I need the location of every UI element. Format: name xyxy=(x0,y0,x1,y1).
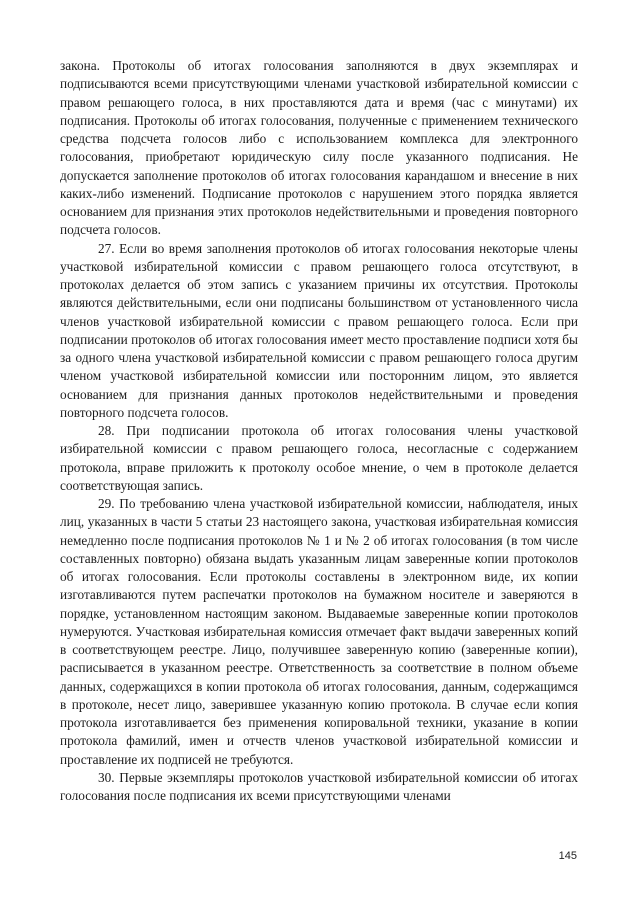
page-number: 145 xyxy=(558,850,577,862)
paragraph-continuation: закона. Протоколы об итогах голосования заполняются в двух экземплярах и подписываются всеми присутствующими членами участковой избирательной комиссии с правом решающего голоса, в них проставляются дата и время (час с минутами) их подписания. Протоколы об итогах голосования, полученные с применением технического средства подсчета голосов либо с использованием комплекса для электронного голосования, приобретают юридическую силу после указанного подписания. Не допускается заполнение протоколов об итогах голосования карандашом и внесение в них каких-либо изменений. Подписание протоколов с нарушением этого порядка является основанием для признания этих протоколов недействительными и проведения повторного подсчета голосов. xyxy=(60,58,578,238)
paragraph-item-30: 30. Первые экземпляры протоколов участковой избирательной комиссии об итогах голосования после подписания их всеми присутствующими членами xyxy=(60,769,578,803)
paragraph-item-27: 27. Если во время заполнения протоколов об итогах голосования некоторые члены участковой избирательной комиссии с правом решающего голоса отсутствуют, в протоколах делается об этом запись с указанием причины их отсутствия. Протоколы являются действительными, если они подписаны большинством от установленного числа членов участковой избирательной комиссии с правом решающего голоса. Если при подписании протоколов об итогах голосования имеет место проставление подписи хотя бы за одного члена участковой избирательной комиссии с правом решающего голоса другим членом участковой избирательной комиссии или посторонним лицом, это является основанием для признания данных протоколов недействительными и проведения повторного подсчета голосов. xyxy=(60,240,578,420)
paragraph-item-29: 29. По требованию члена участковой избирательной комиссии, наблюдателя, иных лиц, указанных в части 5 статьи 23 настоящего закона, участковая избирательная комиссия немедленно после подписания протоколов № 1 и № 2 об итогах голосования (в том числе составленных повторно) обязана выдать указанным лицам заверенные копии протоколов об итогах голосования. Если протоколы составлены в электронном виде, их копии изготавливаются путем распечатки протоколов на бумажном носителе и заверяются в порядке, установленном настоящим законом. Выдаваемые заверенные копии протоколов нумеруются. Участковая избирательная комиссия отмечает факт выдачи заверенных копий в соответствующем реестре. Лицо, получившее заверенную копию (заверенные копии), расписывается в указанном реестре. Ответственность за соответствие в полном объеме данных, содержащихся в копии протокола об итогах голосования, данным, содержащимся в протоколе, несет лицо, заверившее указанную копию протокола. В случае если копия протокола изготавливается без применения копировальной техники, указание в копии протокола фамилий, имен и отчеств членов участковой избирательной комиссии и проставление их подписей не требуются. xyxy=(60,496,578,767)
document-body xyxy=(60,57,578,805)
paragraph-item-28: 28. При подписании протокола об итогах голосования члены участковой избирательной комиссии с правом решающего голоса, несогласные с содержанием протокола, вправе приложить к протоколу особое мнение, о чем в протоколе делается соответствующая запись. xyxy=(60,423,578,493)
